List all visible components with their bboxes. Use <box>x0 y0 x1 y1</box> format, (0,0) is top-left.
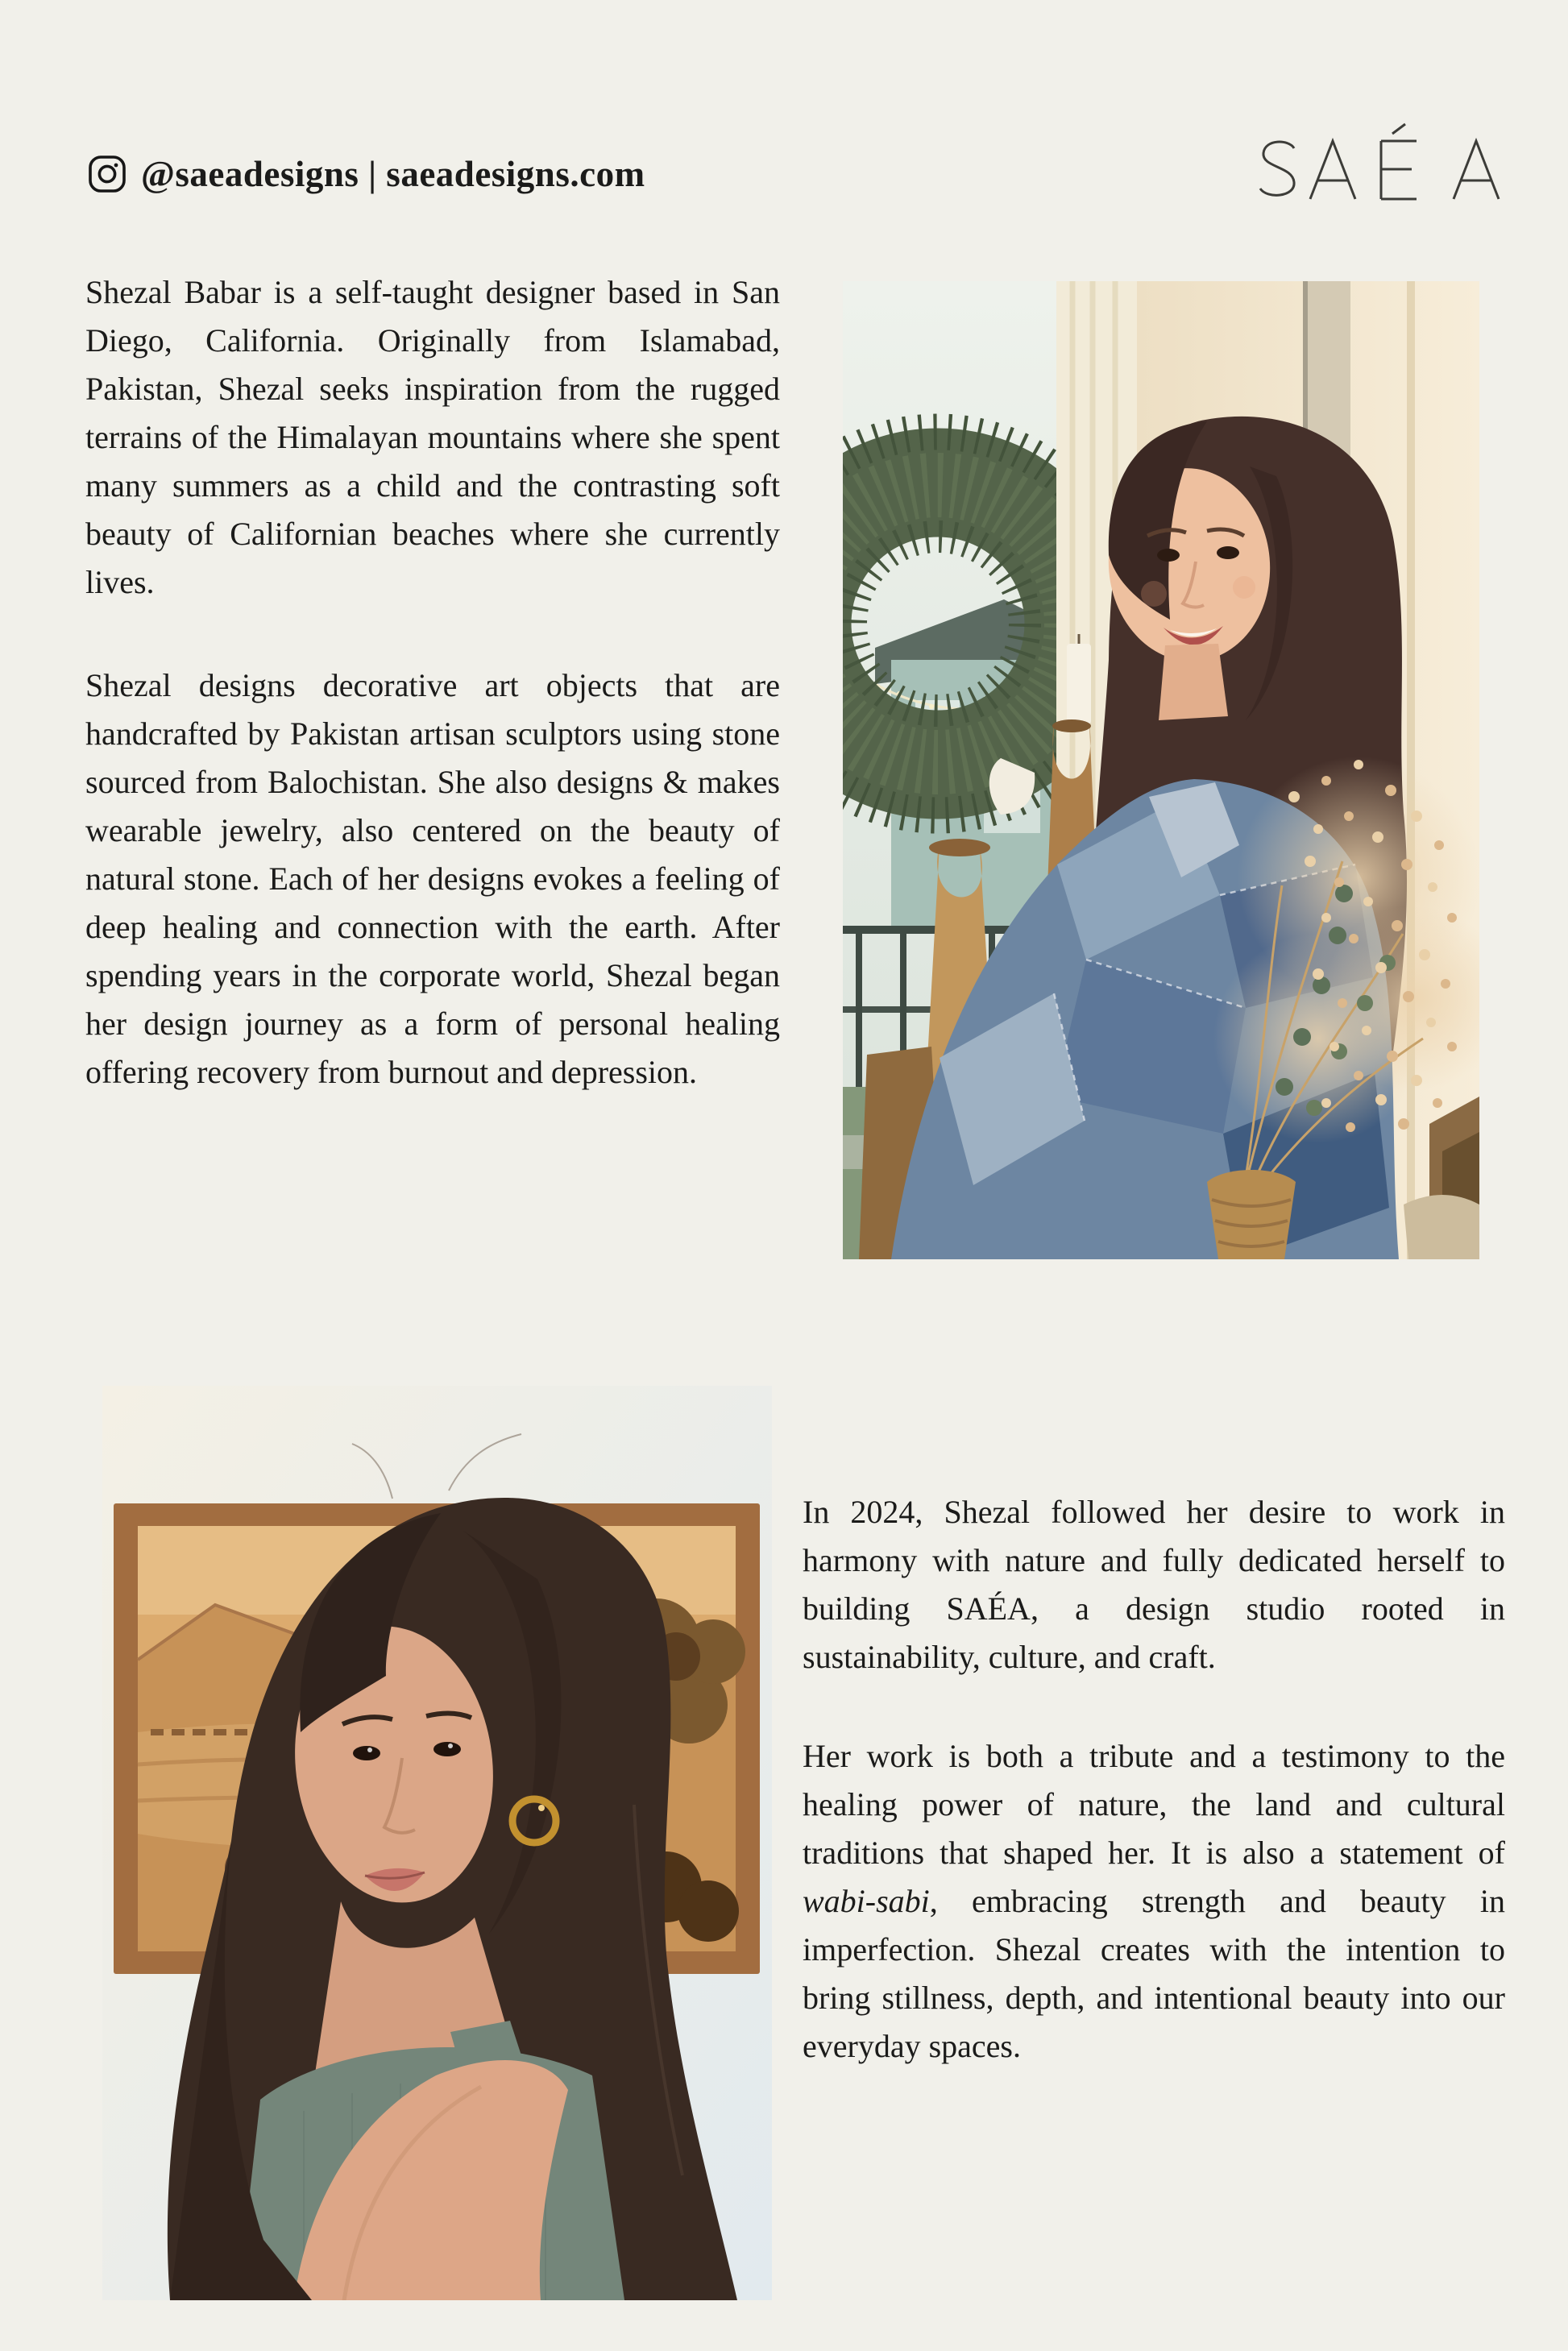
studio-text-column <box>803 1488 1505 2071</box>
logo-letterforms <box>1260 124 1499 199</box>
social-handle-text: @saeadesigns | saeadesigns.com <box>141 154 645 194</box>
about-paragraph-1: Shezal Babar is a self-taught designer based in San Diego, California. Originally from Islamabad, Pakistan, Shezal seeks inspiration from the rugged terrains of the Himalayan mountains where she spent many summers as a child and the contrasting soft beauty of Californian beaches where she currently lives. <box>85 274 780 600</box>
paragraph-segment: , embracing strength and beauty in imperfection. Shezal creates with the intention to bring stillness, depth, and intentional beauty into our everyday spaces. <box>803 1883 1505 2064</box>
brand-logo <box>1257 122 1507 203</box>
wabi-sabi-italic: wabi-sabi <box>803 1883 930 1919</box>
studio-paragraph-1: In 2024, Shezal followed her desire to work in harmony with nature and fully dedicated herself to building SAÉA, a design studio rooted in sustainability, culture, and craft. <box>803 1494 1505 1675</box>
studio-paragraph-2 <box>803 1732 1505 2071</box>
instagram-icon <box>88 155 127 193</box>
header-social <box>88 153 645 195</box>
about-text-column <box>85 268 780 1097</box>
paragraph-segment: Her work is both a tribute and a testimony to the healing power of nature, the land and cultural traditions that shaped her. It is also a statement of <box>803 1738 1505 1871</box>
photo-studio-portrait <box>102 1386 772 2300</box>
about-paragraph-2: Shezal designs decorative art objects that are handcrafted by Pakistan artisan sculptors using stone sourced from Balochistan. She also designs & makes wearable jewelry, also centered on the beauty of natural stone. Each of her designs evokes a feeling of deep healing and connection with the earth. After spending years in the corporate world, Shezal began her design journey as a form of personal healing offering recovery from burnout and depression. <box>85 667 780 1090</box>
photo-window-portrait <box>843 281 1479 1259</box>
carved-wood-vase <box>1207 1170 1296 1259</box>
